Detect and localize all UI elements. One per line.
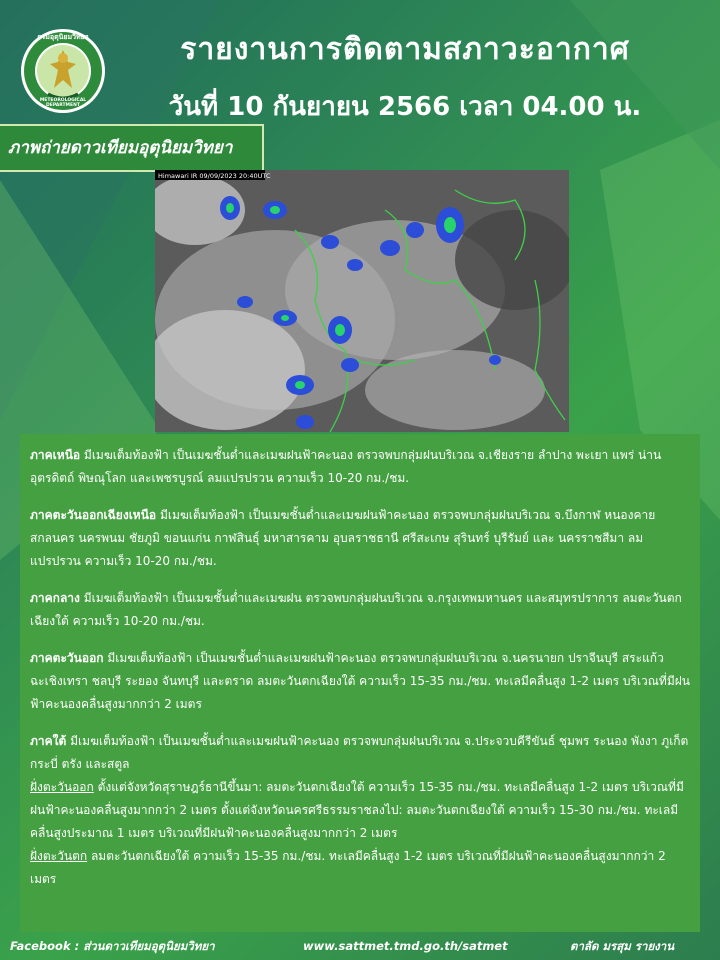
region-text: มีเมฆเต็มท้องฟ้า เป็นเมฆชั้นต่ำและเมฆฝนฟ้าคะนอง ตรวจพบกลุ่มฝนบริเวณ จ.เชียงราย ลำปาง พะเยา แพร่ น่าน อุตรดิตถ์ พิษณุโลก และเพชรบูรณ์ ลมแปรปรวน ความเร็ว 10-20 กม./ชม.: [30, 448, 662, 485]
region-report: [30, 504, 690, 573]
region-report: [30, 647, 690, 716]
section-tab-satellite: ภาพถ่ายดาวเทียมอุตุนิยมวิทยา: [0, 124, 264, 172]
region-name: ภาคใต้: [30, 734, 67, 748]
west-coast-label: ฝั่งตะวันตก: [30, 849, 88, 863]
weather-report-panel: [20, 434, 700, 932]
reporter-credit: ตาลัด มรสุม รายงาน: [570, 939, 675, 953]
website-link[interactable]: www.sattmet.tmd.go.th/satmet: [303, 939, 508, 953]
satellite-image: [155, 170, 569, 432]
region-report: [30, 444, 690, 490]
region-name: ภาคเหนือ: [30, 448, 81, 462]
logo-text-top: กรมอุตุนิยมวิทยา: [37, 33, 89, 41]
region-text: มีเมฆเต็มท้องฟ้า เป็นเมฆชั้นต่ำและเมฆฝนฟ้าคะนอง ตรวจพบกลุ่มฝนบริเวณ จ.นครนายก ปราจีนบุรี สระแก้ว ฉะเชิงเทรา ชลบุรี ระยอง จันทบุรี และตราด ลมตะวันตกเฉียงใต้ ความเร็ว 15-35 กม./ชม. ทะเลมีคลื่นสูง 1-2 เมตร บริเวณที่มีฝนฟ้าคะนองคลื่นสูงมากกว่า 2 เมตร: [30, 651, 690, 711]
region-text: มีเมฆเต็มท้องฟ้า เป็นเมฆชั้นต่ำและเมฆฝนฟ้าคะนอง ตรวจพบกลุ่มฝนบริเวณ จ.บึงกาฬ หนองคาย สกลนคร นครพนม ชัยภูมิ ขอนแก่น กาฬสินธุ์ มหาสารคาม อุบลราชธานี ศรีสะเกษ สุรินทร์ บุรีรัมย์ และ นครราชสีมา ลมแปรปรวน ความเร็ว 10-20 กม./ชม.: [30, 508, 656, 568]
region-report-south: [30, 730, 690, 891]
page-title: รายงานการติดตามสภาวะอากาศ: [180, 32, 630, 67]
region-text: มีเมฆเต็มท้องฟ้า เป็นเมฆชั้นต่ำและเมฆฝน ตรวจพบกลุ่มฝนบริเวณ จ.กรุงเทพมหานคร และสมุทรปราการ ลมตะวันตกเฉียงใต้ ความเร็ว 10-20 กม./ชม.: [30, 591, 682, 628]
report-date-subtitle: วันที่ 10 กันยายน 2566 เวลา 04.00 น.: [168, 92, 642, 122]
footer: [0, 936, 720, 960]
east-coast-text: ตั้งแต่จังหวัดสุราษฎร์ธานีขึ้นมา: ลมตะวันตกเฉียงใต้ ความเร็ว 15-35 กม./ชม. ทะเลมีคลื่นสูง 1-2 เมตร บริเวณที่มีฝนฟ้าคะนองคลื่นสูงมากกว่า 2 เมตร ตั้งแต่จังหวัดนครศรีธรรมราชลงไป: ลมตะวันตกเฉียงใต้ ความเร็ว 15-30 กม./ชม. ทะเลมีคลื่นสูงประมาณ 1 เมตร บริเวณที่มีฝนฟ้าคะนองคลื่นสูงมากกว่า 2 เมตร: [30, 780, 684, 840]
region-name: ภาคตะวันออก: [30, 651, 104, 665]
region-text: มีเมฆเต็มท้องฟ้า เป็นเมฆชั้นต่ำและเมฆฝนฟ้าคะนอง ตรวจพบกลุ่มฝนบริเวณ จ.ประจวบคีรีขันธ์ ชุมพร ระนอง พังงา ภูเก็ต กระบี่ ตรัง และสตูล: [30, 734, 689, 771]
facebook-credit: Facebook : ส่วนดาวเทียมอุตุนิยมวิทยา: [10, 939, 215, 953]
region-report: [30, 587, 690, 633]
region-name: ภาคกลาง: [30, 591, 80, 605]
west-coast-text: ลมตะวันตกเฉียงใต้ ความเร็ว 15-35 กม./ชม. ทะเลมีคลื่นสูง 1-2 เมตร บริเวณที่มีฝนฟ้าคะนองคลื่นสูงมากกว่า 2 เมตร: [30, 849, 666, 886]
logo-text-bottom: METEOROLOGICAL DEPARTMENT: [39, 98, 87, 108]
east-coast-label: ฝั่งตะวันออก: [30, 780, 94, 794]
region-name: ภาคตะวันออกเฉียงเหนือ: [30, 508, 157, 522]
satellite-caption: Himawari IR 09/09/2023 20:40UTC: [158, 172, 271, 180]
